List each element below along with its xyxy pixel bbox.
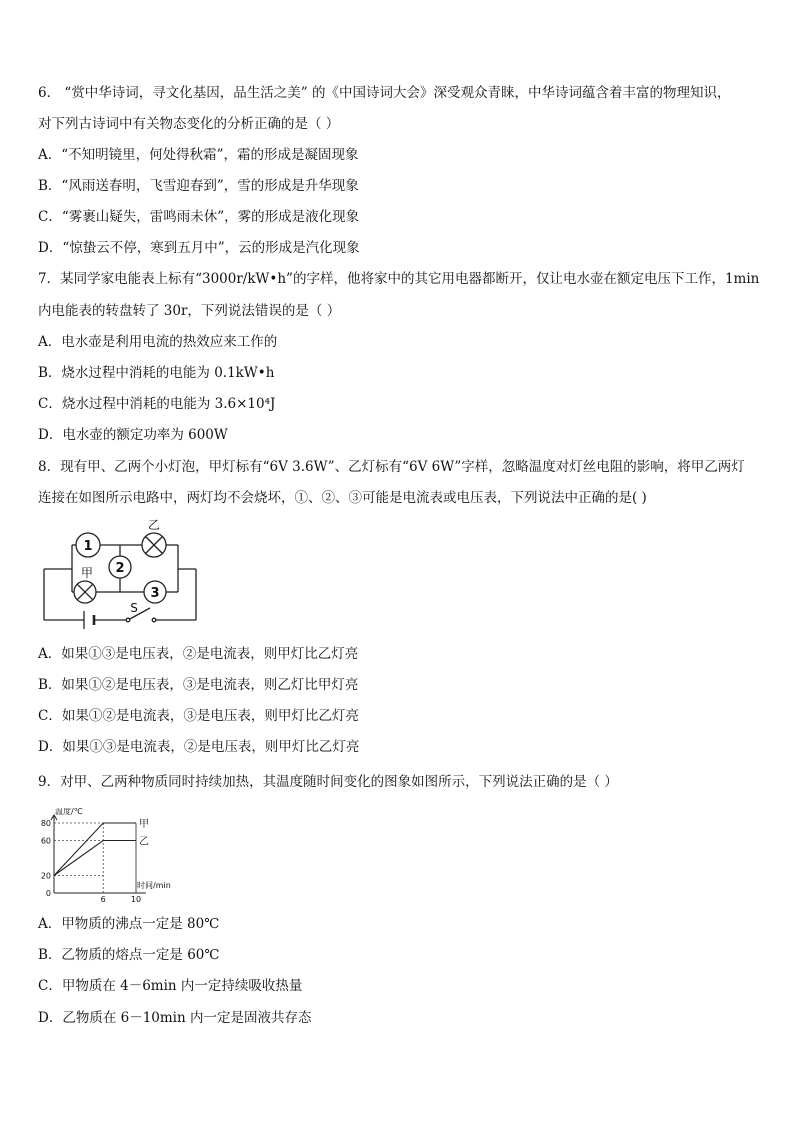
switch-label: S (130, 601, 138, 615)
q8-stem-line2: 连接在如图所示电路中，两灯均不会烧坏，①、②、③可能是电流表或电压表，下列说法中正确的是( ) (38, 490, 647, 506)
q6-option-a: A．“不知明镜里，何处得秋霜”，霜的形成是凝固现象 (38, 147, 359, 163)
y-tick-label: 20 (40, 871, 51, 881)
series-line-yi (54, 841, 136, 876)
y-tick-label: 80 (40, 819, 51, 828)
x-tick-label: 6 (100, 895, 106, 902)
q9-option-b: B．乙物质的熔点一定是 60℃ (38, 947, 220, 963)
q7-stem-line2: 内电能表的转盘转了 30r，下列说法错误的是（ ） (38, 303, 341, 319)
q8-stem-line1: 8．现有甲、乙两个小灯泡，甲灯标有“6V 3.6W”、乙灯标有“6V 6W”字样，忽略温度对灯丝电阻的影响，将甲乙两灯 (38, 459, 745, 475)
q6-option-d: D．“惊蛰云不停，寒到五月中”，云的形成是汽化现象 (38, 240, 360, 256)
series-line-jia (54, 823, 136, 876)
meter-3-label: 3 (150, 586, 160, 601)
q7-option-b: B．烧水过程中消耗的电能为 0.1kW•h (38, 365, 275, 381)
y-tick-label: 60 (40, 836, 51, 846)
temperature-time-graph (36, 808, 188, 902)
q7-option-d: D．电水壶的额定功率为 600W (38, 427, 228, 443)
q9-option-c: C．甲物质在 4－6min 内一定持续吸收热量 (38, 978, 303, 994)
q9-option-d: D．乙物质在 6－10min 内一定是固液共存态 (38, 1010, 312, 1026)
y-axis-label: 温度/℃ (55, 808, 83, 816)
series-legend-label: 甲 (139, 819, 149, 830)
q8-option-b: B．如果①②是电压表，③是电流表，则乙灯比甲灯亮 (38, 677, 359, 693)
circuit-diagram (38, 516, 202, 638)
q6-stem-line1: 6． “赏中华诗词，寻文化基因，品生活之美” 的《中国诗词大会》深受观众青睐，中华诗词蕴含着丰富的物理知识， (38, 85, 731, 101)
y-tick-label: 0 (45, 889, 51, 898)
lamp-yi-label: 乙 (147, 518, 161, 532)
x-axis-label: 时间/min (137, 881, 171, 890)
q7-stem-line1: 7．某同学家电能表上标有“3000r/kW•h”的字样，他将家中的其它用电器都断开，仅让电水壶在额定电压下工作，1min (38, 271, 760, 287)
meter-2-label: 2 (115, 561, 125, 576)
q7-option-a: A．电水壶是利用电流的热效应来工作的 (38, 334, 278, 350)
q8-option-c: C．如果①②是电流表，③是电压表，则甲灯比乙灯亮 (38, 708, 359, 724)
series-legend-label: 乙 (139, 836, 149, 848)
q6-stem-line2: 对下列古诗词中有关物态变化的分析正确的是（ ） (38, 116, 340, 132)
lamp-jia-label: 甲 (80, 566, 94, 580)
q6-option-c: C．“雾裹山疑失，雷鸣雨未休”，雾的形成是液化现象 (38, 209, 360, 225)
q9-option-a: A．甲物质的沸点一定是 80℃ (38, 916, 220, 932)
x-tick-label: 10 (130, 895, 142, 902)
q9-stem: 9．对甲、乙两种物质同时持续加热，其温度随时间变化的图象如图所示，下列说法正确的是（ ） (38, 774, 618, 790)
switch-pivot (126, 618, 130, 622)
q6-option-b: B．“风雨送春明，飞雪迎春到”，雪的形成是升华现象 (38, 178, 359, 194)
q7-option-c: C．烧水过程中消耗的电能为 3.6×10⁴J (38, 396, 276, 412)
q8-option-a: A．如果①③是电压表，②是电流表，则甲灯比乙灯亮 (38, 646, 359, 662)
meter-1-label: 1 (83, 539, 93, 554)
switch-contact (152, 618, 156, 622)
q8-option-d: D．如果①③是电流表，②是电压表，则甲灯比乙灯亮 (38, 739, 360, 755)
